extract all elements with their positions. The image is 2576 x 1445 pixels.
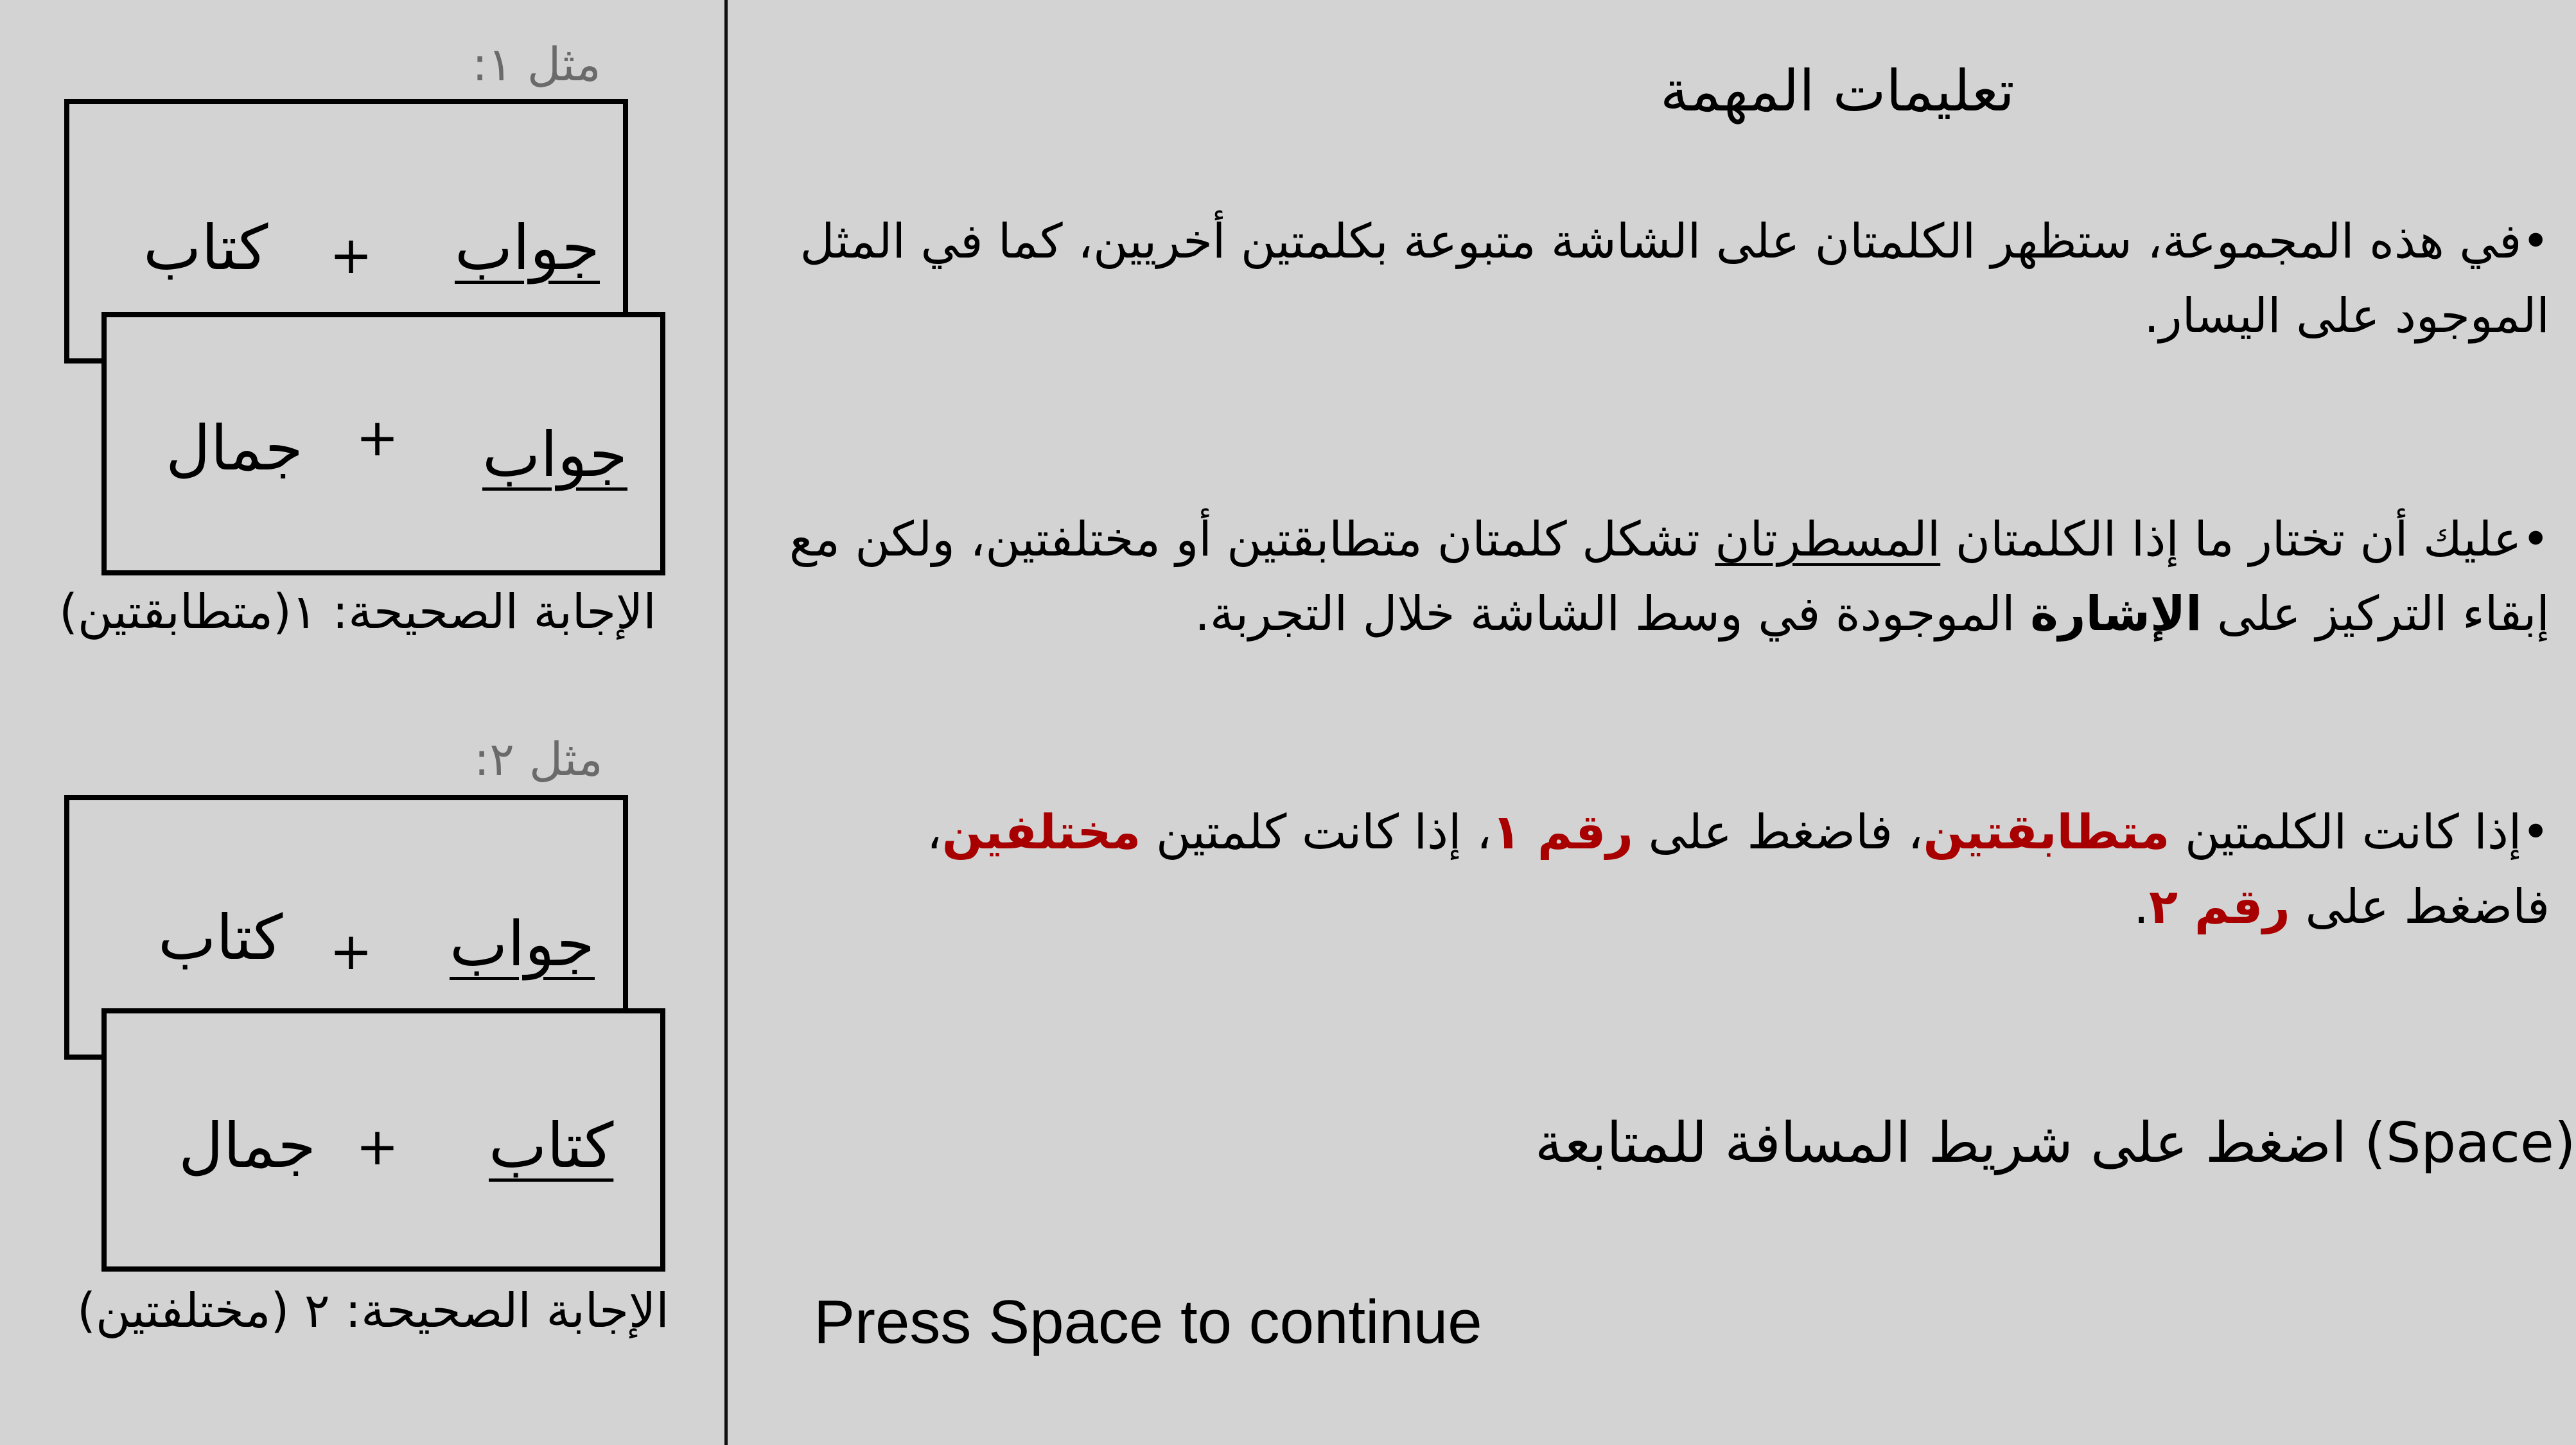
example-2-label: مثل ٢: — [474, 732, 603, 786]
example-1-label: مثل ١: — [472, 37, 601, 91]
instruction-paragraph-3 — [777, 795, 2550, 944]
example-2-answer: الإجابة الصحيحة: ٢ (مختلفتين) — [77, 1283, 669, 1338]
example-2-front-underlined-word: كتاب — [489, 1110, 614, 1182]
press-space-to-continue[interactable]: Press Space to continue — [814, 1288, 1482, 1356]
example-2-back-other-word: كتاب — [158, 902, 283, 974]
example-1-front-underlined-word: جواب — [482, 419, 627, 491]
example-1-front-other-word: جمال — [166, 412, 303, 484]
p3-text-c: ، إذا كانت كلمتين — [1141, 805, 1492, 860]
p2-text-b: تشكل كلمتان متطابقتين أو مختلفتين، ولكن مع إبقاء التركيز على — [789, 512, 2550, 642]
p3-text-e: . — [2134, 879, 2149, 934]
instructions-title: تعليمات المهمة — [1660, 58, 2015, 124]
example-2-front-other-word: جمال — [179, 1110, 316, 1182]
example-1-back-plus: + — [329, 225, 373, 285]
example-2-back-underlined-word: جواب — [450, 908, 595, 980]
example-1-back-other-word: كتاب — [143, 212, 268, 284]
instruction-paragraph-2 — [777, 502, 2550, 651]
p3-text-a: •إذا كانت الكلمتين — [2169, 805, 2550, 860]
p2-text-a: •عليك أن تختار ما إذا الكلمتان — [1940, 512, 2550, 567]
example-2-front-plus: + — [356, 1117, 399, 1177]
p3-red-key-1: رقم ١ — [1491, 805, 1633, 860]
p2-text-c: الموجودة في وسط الشاشة خلال التجربة. — [1195, 586, 2031, 642]
p2-bold-word: الإشارة — [2030, 586, 2202, 642]
instruction-paragraph-1: •في هذه المجموعة، ستظهر الكلمتان على الشاشة متبوعة بكلمتين أخريين، كما في المثل الموجود على اليسار. — [800, 214, 2550, 344]
p2-underlined-word: المسطرتان — [1715, 512, 1941, 567]
example-1-back-underlined-word: جواب — [455, 212, 600, 284]
example-2-front-card — [101, 1008, 665, 1272]
example-1-front-card — [101, 312, 665, 575]
space-prompt-arabic: (Space) اضغط على شريط المسافة للمتابعة — [1535, 1111, 2576, 1175]
example-1-front-plus: + — [356, 408, 399, 468]
p3-red-key-2: رقم ٢ — [2148, 879, 2290, 934]
p3-red-identical: متطابقتين — [1923, 805, 2170, 860]
p3-text-d: ، فاضغط على — [926, 805, 2550, 934]
panel-divider — [724, 0, 728, 1445]
p3-text-b: ، فاضغط على — [1633, 805, 1923, 860]
example-2-back-plus: + — [329, 922, 373, 981]
example-1-answer: الإجابة الصحيحة: ١(متطابقتين) — [59, 584, 656, 640]
p3-red-different: مختلفين — [942, 805, 1141, 860]
